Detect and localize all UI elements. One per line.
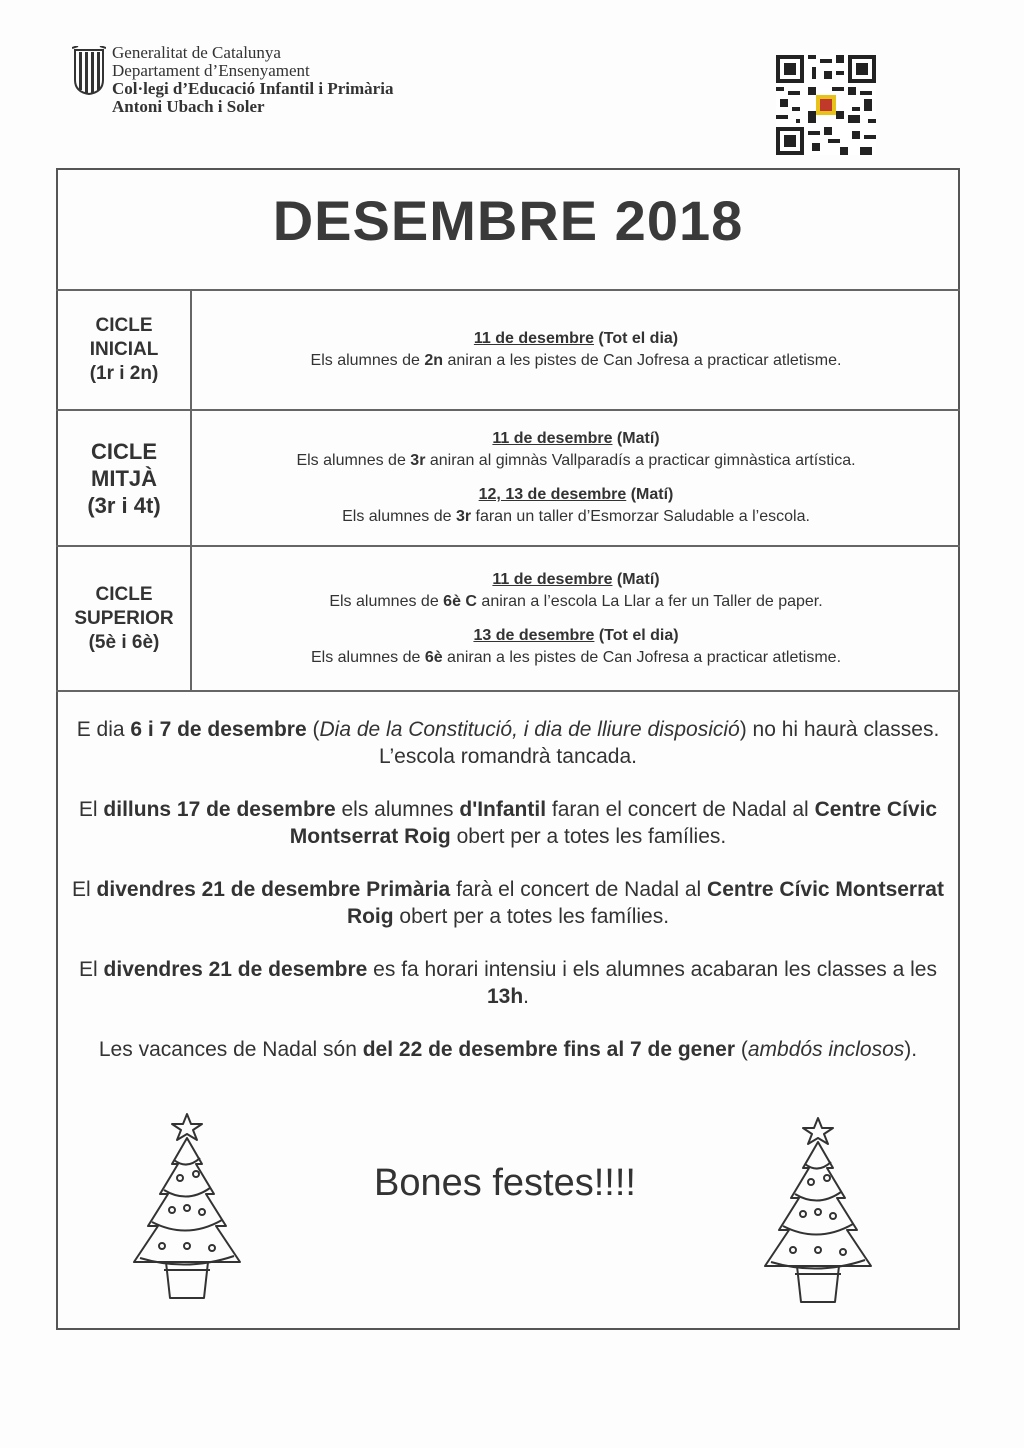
divider <box>56 690 960 692</box>
cycle-superior-events <box>192 547 960 690</box>
note-holidays: E dia 6 i 7 de desembre (Dia de la Constitució, i dia de lliure disposició) no hi haurà classes. L’escola romandrà tancada. <box>76 718 940 768</box>
event-item: 11 de desembre (Tot el dia) Els alumnes de 2n aniran a les pistes de Can Jofresa a practicar atletisme. <box>310 330 842 369</box>
header-line-1: Generalitat de Catalunya <box>112 43 281 62</box>
cycle-superior-label: CICLE SUPERIOR (5è i 6è) <box>74 583 174 653</box>
cycle-inicial-label: CICLE INICIAL (1r i 2n) <box>89 315 159 384</box>
note-christmas-vacation: Les vacances de Nadal són del 22 de desembre fins al 7 de gener (ambdós inclosos). <box>98 1038 918 1061</box>
page-title: DESEMBRE 2018 <box>272 189 744 252</box>
event-item: 11 de desembre (Matí) Els alumnes de 3r aniran al gimnàs Vallparadís a practicar gimnàstica artística. <box>296 430 856 469</box>
christmas-tree-icon <box>743 1116 893 1316</box>
general-notes <box>70 716 946 1089</box>
note-infantil-concert: El dilluns 17 de desembre els alumnes d'Infantil faran el concert de Nadal al Centre Cívic Montserrat Roig obert per a totes les famílies. <box>78 798 938 848</box>
note-intensive-schedule: El divendres 21 de desembre es fa horari intensiu i els alumnes acabaran les classes a les 13h. <box>79 958 937 1008</box>
header-line-4: Antoni Ubach i Soler <box>112 97 265 116</box>
note-primaria-concert: El divendres 21 de desembre Primària farà el concert de Nadal al Centre Cívic Montserrat Roig obert per a totes les famílies. <box>72 878 944 928</box>
event-item: 11 de desembre (Matí) Els alumnes de 6è C aniran a l’escola La Llar a fer un Taller de paper. <box>329 570 823 610</box>
header-line-2: Departament d’Ensenyament <box>112 61 310 80</box>
event-item: 12, 13 de desembre (Matí) Els alumnes de 3r faran un taller d’Esmorzar Saludable a l’escola. <box>342 486 810 525</box>
qr-code-icon[interactable] <box>776 55 876 155</box>
christmas-tree-icon <box>112 1112 262 1312</box>
event-item: 13 de desembre (Tot el dia) Els alumnes de 6è aniran a les pistes de Can Jofresa a practicar atletisme. <box>310 626 842 666</box>
cycle-mitja-label: CICLE MITJÀ (3r i 4t) <box>87 438 161 518</box>
cycle-mitja-events <box>192 411 960 545</box>
farewell-message: Bones festes!!!! <box>374 1162 636 1204</box>
header-line-3: Col·legi d’Educació Infantil i Primària <box>112 79 394 98</box>
generalitat-logo-icon <box>72 46 106 96</box>
cycle-inicial-events <box>192 291 960 409</box>
